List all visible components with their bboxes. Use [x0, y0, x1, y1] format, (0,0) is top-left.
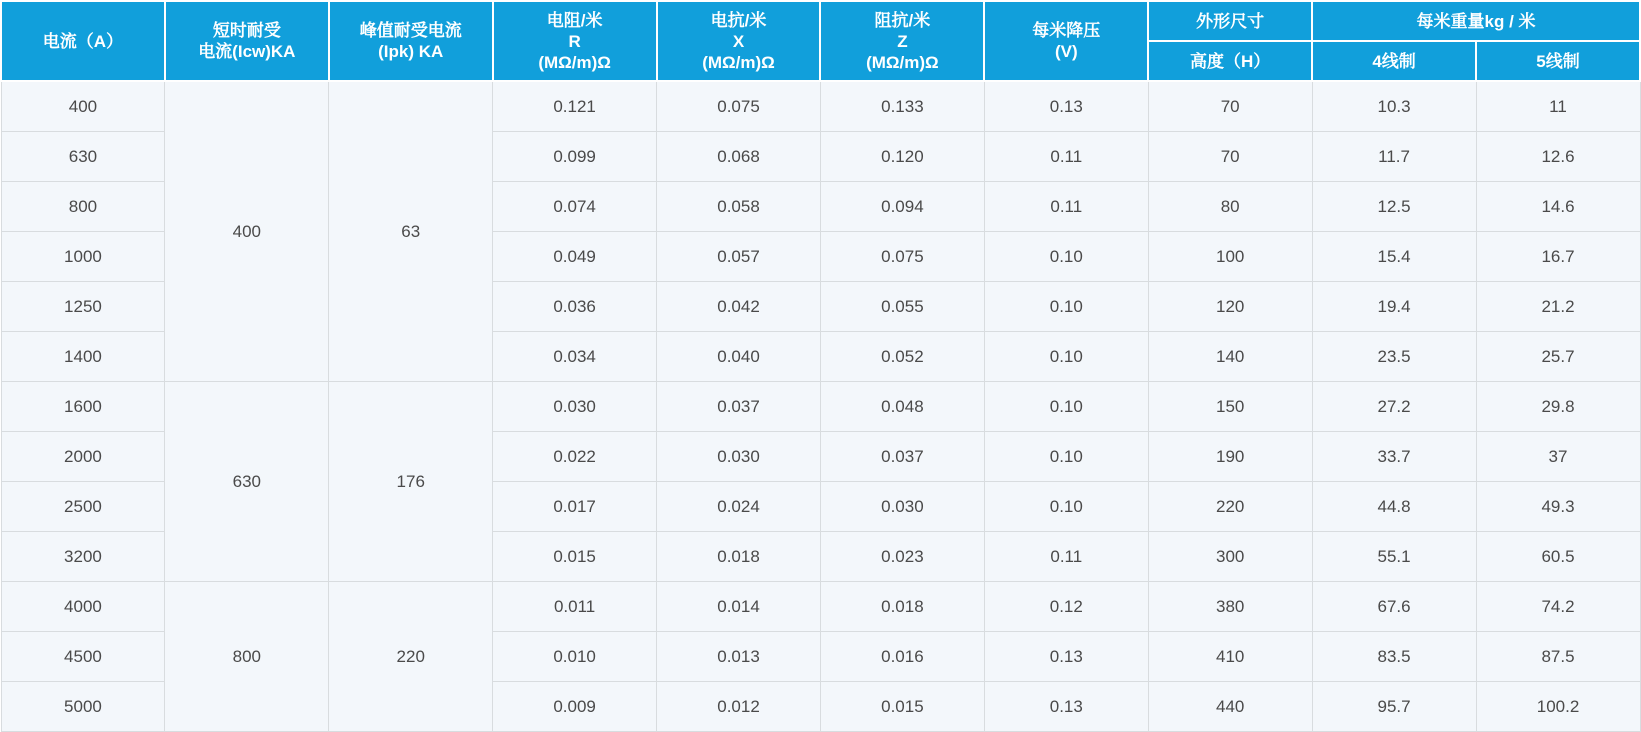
header-height: [1148, 41, 1312, 81]
cell-resistance: 0.099: [493, 132, 657, 182]
cell-impedance: 0.015: [820, 682, 984, 732]
table-row: [1, 81, 1640, 132]
cell-weight-4wire: 83.5: [1312, 632, 1476, 682]
cell-reactance: 0.018: [657, 532, 821, 582]
cell-reactance: 0.057: [657, 232, 821, 282]
cell-impedance: 0.016: [820, 632, 984, 682]
header-resistance-line1: 电阻/米: [546, 10, 603, 30]
cell-height: 440: [1148, 682, 1312, 732]
cell-height: 70: [1148, 81, 1312, 132]
cell-impedance: 0.048: [820, 382, 984, 432]
cell-weight-5wire: 87.5: [1476, 632, 1640, 682]
cell-weight-4wire: 27.2: [1312, 382, 1476, 432]
cell-weight-4wire: 19.4: [1312, 282, 1476, 332]
cell-weight-5wire: 37: [1476, 432, 1640, 482]
cell-weight-5wire: 12.6: [1476, 132, 1640, 182]
cell-impedance: 0.023: [820, 532, 984, 582]
cell-weight-4wire: 15.4: [1312, 232, 1476, 282]
cell-short-time-current: 630: [165, 382, 329, 582]
cell-weight-5wire: 49.3: [1476, 482, 1640, 532]
cell-weight-4wire: 67.6: [1312, 582, 1476, 632]
header-weight-per-meter: [1312, 1, 1640, 41]
cell-resistance: 0.036: [493, 282, 657, 332]
cell-current: 1250: [1, 282, 165, 332]
cell-weight-4wire: 33.7: [1312, 432, 1476, 482]
header-dimensions: [1148, 1, 1312, 41]
cell-resistance: 0.015: [493, 532, 657, 582]
cell-weight-4wire: 23.5: [1312, 332, 1476, 382]
cell-resistance: 0.074: [493, 182, 657, 232]
cell-current: 3200: [1, 532, 165, 582]
cell-weight-4wire: 12.5: [1312, 182, 1476, 232]
cell-resistance: 0.034: [493, 332, 657, 382]
cell-voltage-drop: 0.10: [984, 432, 1148, 482]
header-impedance-line3: (MΩ/m)Ω: [866, 52, 939, 72]
cell-reactance: 0.037: [657, 382, 821, 432]
header-reactance-line3: (MΩ/m)Ω: [702, 52, 775, 72]
cell-voltage-drop: 0.11: [984, 132, 1148, 182]
cell-current: 630: [1, 132, 165, 182]
cell-height: 300: [1148, 532, 1312, 582]
header-row-top: [1, 1, 1640, 41]
cell-weight-5wire: 29.8: [1476, 382, 1640, 432]
cell-voltage-drop: 0.10: [984, 232, 1148, 282]
cell-peak-current: 176: [329, 382, 493, 582]
header-peak-current-line1: 峰值耐受电流: [359, 21, 462, 40]
cell-weight-4wire: 11.7: [1312, 132, 1476, 182]
cell-impedance: 0.094: [820, 182, 984, 232]
cell-voltage-drop: 0.11: [984, 532, 1148, 582]
header-5wire-label: 5线制: [1536, 51, 1580, 71]
cell-weight-4wire: 44.8: [1312, 482, 1476, 532]
cell-resistance: 0.030: [493, 382, 657, 432]
cell-impedance: 0.052: [820, 332, 984, 382]
header-5wire: [1476, 41, 1640, 81]
cell-weight-5wire: 100.2: [1476, 682, 1640, 732]
header-reactance-line2: X: [732, 31, 745, 51]
header-resistance: [493, 1, 657, 81]
header-dimensions-label: 外形尺寸: [1196, 11, 1265, 31]
cell-current: 2500: [1, 482, 165, 532]
header-current: [1, 1, 165, 81]
header-impedance-line2: Z: [897, 31, 908, 51]
header-reactance: [657, 1, 821, 81]
cell-voltage-drop: 0.13: [984, 682, 1148, 732]
cell-reactance: 0.068: [657, 132, 821, 182]
header-impedance: [820, 1, 984, 81]
cell-weight-4wire: 10.3: [1312, 81, 1476, 132]
cell-current: 1600: [1, 382, 165, 432]
table-header: [1, 1, 1640, 81]
cell-voltage-drop: 0.13: [984, 632, 1148, 682]
cell-resistance: 0.010: [493, 632, 657, 682]
cell-weight-4wire: 95.7: [1312, 682, 1476, 732]
table-row: [1, 382, 1640, 432]
header-reactance-line1: 电抗/米: [710, 10, 767, 30]
cell-voltage-drop: 0.10: [984, 282, 1148, 332]
cell-height: 220: [1148, 482, 1312, 532]
cell-reactance: 0.013: [657, 632, 821, 682]
cell-resistance: 0.009: [493, 682, 657, 732]
cell-impedance: 0.133: [820, 81, 984, 132]
cell-impedance: 0.120: [820, 132, 984, 182]
cell-voltage-drop: 0.10: [984, 332, 1148, 382]
cell-impedance: 0.037: [820, 432, 984, 482]
cell-weight-5wire: 60.5: [1476, 532, 1640, 582]
header-voltage-drop: [984, 1, 1148, 81]
cell-reactance: 0.014: [657, 582, 821, 632]
cell-reactance: 0.075: [657, 81, 821, 132]
header-weight-per-meter-label: 每米重量kg / 米: [1416, 11, 1536, 31]
table-row: [1, 582, 1640, 632]
cell-resistance: 0.049: [493, 232, 657, 282]
cell-weight-5wire: 14.6: [1476, 182, 1640, 232]
cell-current: 2000: [1, 432, 165, 482]
cell-impedance: 0.018: [820, 582, 984, 632]
cell-current: 800: [1, 182, 165, 232]
header-voltage-drop-line2: (V): [1054, 42, 1078, 61]
cell-resistance: 0.022: [493, 432, 657, 482]
header-4wire: [1312, 41, 1476, 81]
cell-impedance: 0.030: [820, 482, 984, 532]
cell-voltage-drop: 0.10: [984, 482, 1148, 532]
header-resistance-line3: (MΩ/m)Ω: [538, 52, 611, 72]
header-4wire-label: 4线制: [1372, 51, 1416, 71]
header-short-time-current: [165, 1, 329, 81]
header-peak-current: [329, 1, 493, 81]
cell-weight-5wire: 16.7: [1476, 232, 1640, 282]
header-resistance-line2: R: [568, 31, 581, 51]
header-short-time-current-line1: 短时耐受: [212, 21, 281, 40]
table-body: [1, 81, 1640, 732]
cell-reactance: 0.024: [657, 482, 821, 532]
cell-weight-5wire: 21.2: [1476, 282, 1640, 332]
cell-height: 410: [1148, 632, 1312, 682]
cell-current: 5000: [1, 682, 165, 732]
cell-weight-5wire: 25.7: [1476, 332, 1640, 382]
cell-height: 70: [1148, 132, 1312, 182]
cell-resistance: 0.011: [493, 582, 657, 632]
header-impedance-line1: 阻抗/米: [874, 10, 931, 30]
cell-peak-current: 220: [329, 582, 493, 732]
cell-height: 120: [1148, 282, 1312, 332]
cell-voltage-drop: 0.10: [984, 382, 1148, 432]
cell-weight-5wire: 11: [1476, 81, 1640, 132]
cell-reactance: 0.042: [657, 282, 821, 332]
cell-current: 1000: [1, 232, 165, 282]
cell-current: 4500: [1, 632, 165, 682]
cell-height: 150: [1148, 382, 1312, 432]
cell-current: 1400: [1, 332, 165, 382]
cell-weight-5wire: 74.2: [1476, 582, 1640, 632]
cell-impedance: 0.055: [820, 282, 984, 332]
cell-reactance: 0.040: [657, 332, 821, 382]
header-current-label: 电流（A）: [42, 31, 124, 51]
cell-current: 4000: [1, 582, 165, 632]
cell-impedance: 0.075: [820, 232, 984, 282]
cell-weight-4wire: 55.1: [1312, 532, 1476, 582]
cell-height: 140: [1148, 332, 1312, 382]
cell-reactance: 0.012: [657, 682, 821, 732]
cell-height: 380: [1148, 582, 1312, 632]
cell-resistance: 0.121: [493, 81, 657, 132]
cell-reactance: 0.058: [657, 182, 821, 232]
cell-height: 100: [1148, 232, 1312, 282]
cell-voltage-drop: 0.13: [984, 81, 1148, 132]
cell-short-time-current: 400: [165, 81, 329, 382]
cell-voltage-drop: 0.12: [984, 582, 1148, 632]
cell-height: 80: [1148, 182, 1312, 232]
cell-height: 190: [1148, 432, 1312, 482]
header-height-label: 高度（H）: [1190, 51, 1271, 71]
cell-peak-current: 63: [329, 81, 493, 382]
cell-resistance: 0.017: [493, 482, 657, 532]
cell-voltage-drop: 0.11: [984, 182, 1148, 232]
cell-reactance: 0.030: [657, 432, 821, 482]
header-short-time-current-line2: 电流(Icw)KA: [198, 42, 296, 61]
header-voltage-drop-line1: 每米降压: [1032, 21, 1101, 40]
cell-current: 400: [1, 81, 165, 132]
header-peak-current-line2: (Ipk) KA: [378, 42, 444, 61]
cell-short-time-current: 800: [165, 582, 329, 732]
